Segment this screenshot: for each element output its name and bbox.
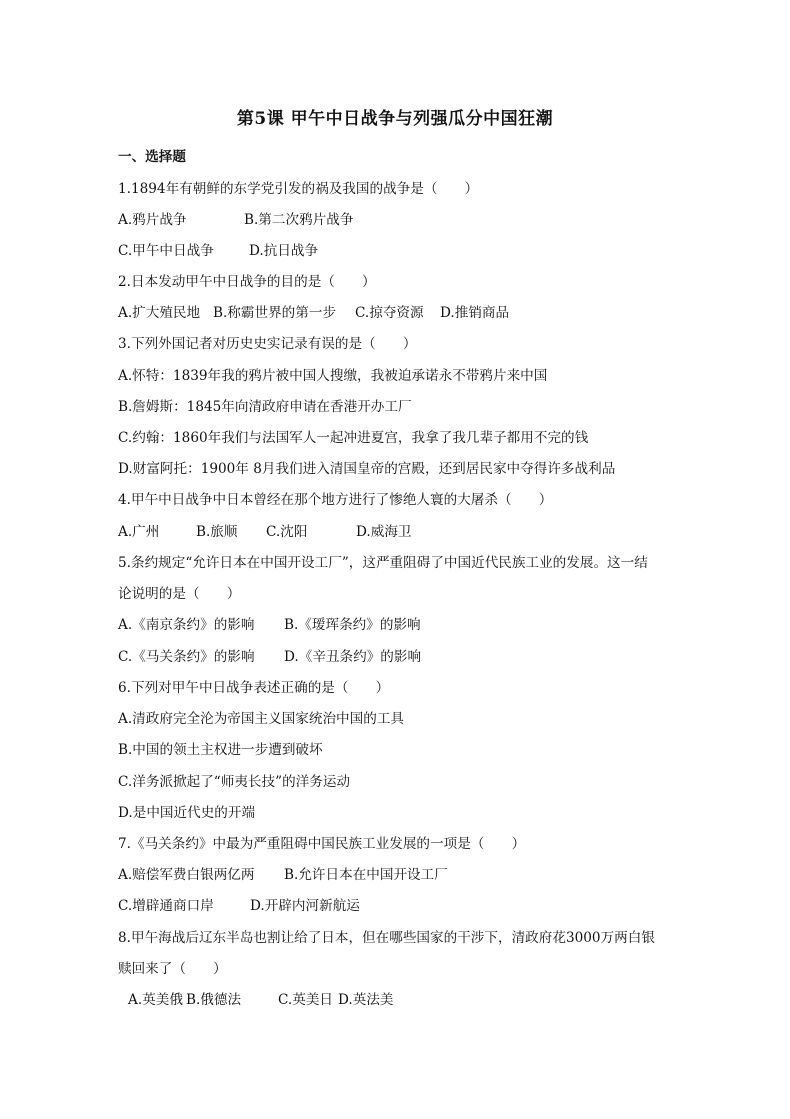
option-d: D.抗日战争 — [249, 243, 319, 259]
question-8-options — [128, 988, 394, 1008]
question-1-stem: 1.1894年有朝鲜的东学党引发的祸及我国的战争是（ ） — [118, 181, 479, 197]
question-5-options-row-1 — [118, 613, 421, 633]
option-b: B.旅顺 — [196, 524, 238, 540]
question-5-stem-line-1: 5.条约规定“允许日本在中国开设工厂”，这严重阻碍了中国近代民族工业的发展。这一结 — [118, 555, 648, 571]
option-b: B.俄德法 — [186, 992, 242, 1008]
option-a: A.广州 — [118, 524, 160, 540]
question-6-option-d: D.是中国近代史的开端 — [118, 805, 256, 821]
question-6-option-a: A.清政府完全沦为帝国主义国家统治中国的工具 — [118, 711, 405, 727]
question-3-stem: 3.下列外国记者对历史史实记录有误的是（ ） — [118, 336, 417, 352]
question-5-stem-line-2: 论说明的是（ ） — [118, 586, 241, 602]
question-2-stem: 2.日本发动甲午中日战争的目的是（ ） — [118, 274, 376, 290]
question-1-options-row-1 — [118, 208, 353, 228]
option-d: D.威海卫 — [356, 524, 412, 540]
option-a: A.赔偿军费白银两亿两 — [118, 867, 255, 883]
option-b: B.称霸世界的第一步 — [213, 305, 337, 321]
option-a: A.《南京条约》的影响 — [118, 617, 255, 633]
option-c: C.甲午中日战争 — [118, 243, 214, 259]
question-6-option-c: C.洋务派掀起了“师夷长技”的洋务运动 — [118, 774, 351, 790]
question-7-options-row-1 — [118, 863, 448, 883]
option-c: C.英美日 — [278, 992, 334, 1008]
question-6-option-b: B.中国的领土主权进一步遭到破坏 — [118, 742, 323, 758]
option-a: A.鸦片战争 — [118, 212, 187, 228]
question-7-options-row-2 — [118, 894, 360, 914]
option-c: C.增辟通商口岸 — [118, 898, 214, 914]
option-a: A.扩大殖民地 — [118, 305, 201, 321]
option-d: D.开辟内河新航运 — [250, 898, 360, 914]
question-3-option-d: D.财富阿托：1900年 8月我们进入清国皇帝的宫殿，还到居民家中夺得许多战利品 — [118, 461, 616, 477]
option-b: B.允许日本在中国开设工厂 — [284, 867, 448, 883]
question-1-options-row-2 — [118, 239, 318, 259]
question-8-stem-line-2: 赎回来了（ ） — [118, 961, 227, 977]
question-3-option-a: A.怀特：1839年我的鸦片被中国人搜缴，我被迫承诺永不带鸦片来中国 — [118, 368, 548, 384]
question-5-options-row-2 — [118, 645, 421, 665]
option-b: B.《瑷珲条约》的影响 — [284, 617, 421, 633]
option-a: A.英美俄 — [128, 992, 183, 1008]
option-d: D.英法美 — [338, 992, 394, 1008]
question-6-stem: 6.下列对甲午中日战争表述正确的是（ ） — [118, 680, 390, 696]
question-3-option-b: B.詹姆斯：1845年向清政府申请在香港开办工厂 — [118, 399, 412, 415]
question-8-stem-line-1: 8.甲午海战后辽东半岛也割让给了日本，但在哪些国家的干涉下，清政府花3000万两白银 — [118, 930, 655, 946]
option-c: C.掠夺资源 — [355, 305, 424, 321]
section-heading: 一、选择题 — [118, 149, 186, 165]
question-4-stem: 4.甲午中日战争中日本曾经在那个地方进行了惨绝人寰的大屠杀（ ） — [118, 492, 553, 508]
question-4-options — [118, 520, 412, 540]
question-7-stem: 7.《马关条约》中最为严重阻碍中国民族工业发展的一项是（ ） — [118, 836, 526, 852]
option-d: D.推销商品 — [440, 305, 510, 321]
option-c: C.沈阳 — [266, 524, 308, 540]
document-title: 第5课 甲午中日战争与列强瓜分中国狂潮 — [236, 109, 554, 129]
option-d: D.《辛丑条约》的影响 — [284, 649, 422, 665]
question-2-options — [118, 301, 509, 321]
option-c: C.《马关条约》的影响 — [118, 649, 255, 665]
question-3-option-c: C.约翰：1860年我们与法国军人一起冲进夏宫，我拿了我几辈子都用不完的钱 — [118, 430, 589, 446]
option-b: B.第二次鸦片战争 — [244, 212, 354, 228]
